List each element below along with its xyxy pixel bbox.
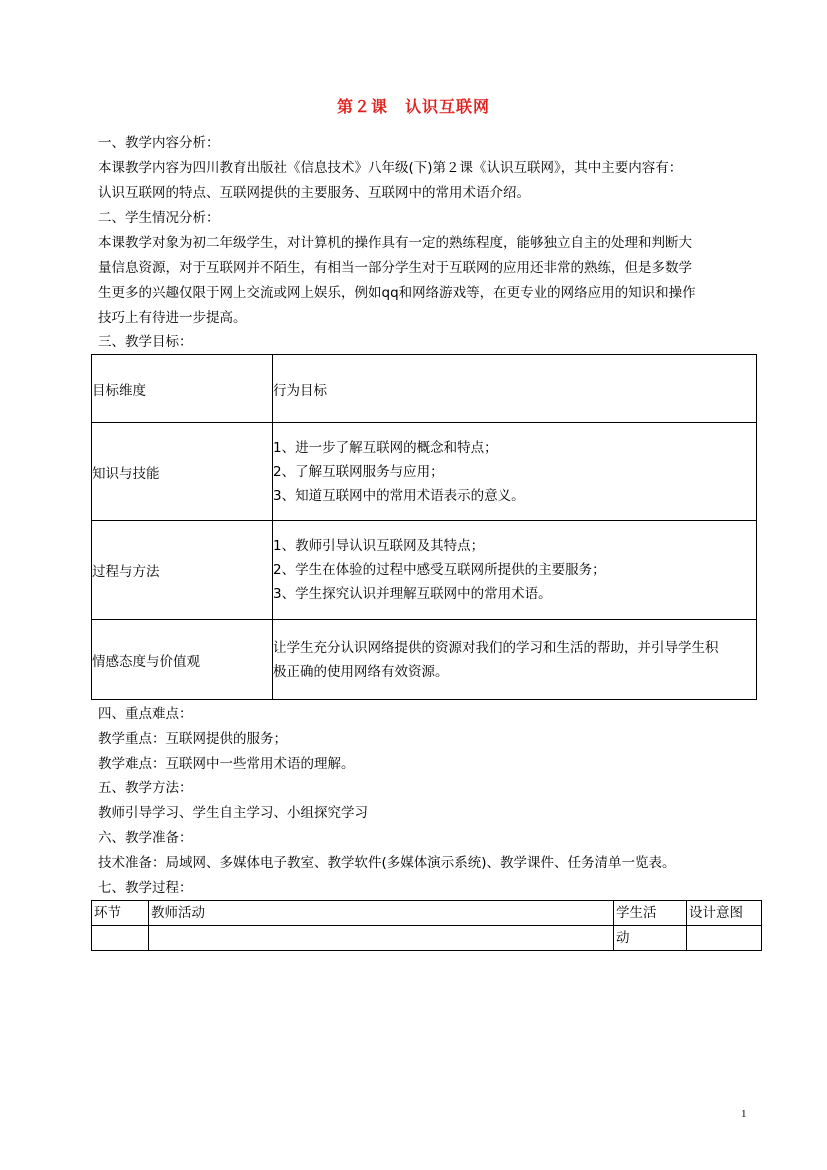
goal-item: 极正确的使用网络有效资源。 [273, 663, 449, 680]
table-cell: 教师活动 [149, 901, 614, 926]
table-cell: 过程与方法 [92, 521, 273, 620]
page-title: 第２课 认识互联网 [336, 97, 490, 116]
table-cell [273, 423, 757, 521]
goal-item: 2、学生在体验的过程中感受互联网所提供的主要服务； [273, 562, 606, 578]
section-heading-students: 二、学生情况分析： [98, 210, 220, 226]
table-row [92, 901, 762, 926]
table-cell [687, 926, 762, 951]
section-heading-methods: 五、教学方法： [98, 780, 193, 796]
paragraph: 量信息资源，对于互联网并不陌生，有相当一部分学生对于互联网的应用还非常的熟练，但是多数学 [98, 260, 692, 276]
paragraph: 技术准备：局域网、多媒体电子教室、教学软件(多媒体演示系统)、教学课件、任务清单一览表。 [98, 855, 676, 871]
process-table [91, 900, 762, 951]
table-row [92, 423, 757, 521]
goal-item: 3、学生探究认识并理解互联网中的常用术语。 [273, 586, 552, 602]
table-row [92, 620, 757, 700]
section-heading-content: 一、教学内容分析： [98, 135, 220, 151]
paragraph: 本课教学内容为四川教育出版社《信息技术》八年级(下)第２课《认识互联网》，其中主要内容有： [98, 160, 683, 176]
table-cell: 动 [614, 926, 687, 951]
goal-item: 让学生充分认识网络提供的资源对我们的学习和生活的帮助，并引导学生积 [273, 639, 719, 656]
goal-item: 1、进一步了解互联网的概念和特点； [273, 439, 498, 456]
goals-table [91, 354, 757, 700]
table-cell [273, 521, 757, 620]
table-cell: 行为目标 [273, 355, 757, 423]
goal-item: 3、知道互联网中的常用术语表示的意义。 [273, 487, 525, 504]
paragraph: 教学难点：互联网中一些常用术语的理解。 [98, 756, 355, 772]
section-heading-goals: 三、教学目标： [98, 334, 193, 350]
table-row [92, 926, 762, 951]
table-cell: 目标维度 [92, 355, 273, 423]
table-cell [92, 926, 149, 951]
table-cell: 知识与技能 [92, 423, 273, 521]
table-cell: 设计意图 [687, 901, 762, 926]
paragraph: 教师引导学习、学生自主学习、小组探究学习 [98, 805, 368, 821]
section-heading-preparation: 六、教学准备： [98, 830, 193, 846]
paragraph: 生更多的兴趣仅限于网上交流或网上娱乐，例如qq和网络游戏等，在更专业的网络应用的知识和操作 [98, 285, 696, 301]
table-cell [149, 926, 614, 951]
goal-item: 2、了解互联网服务与应用； [273, 463, 444, 480]
table-cell: 情感态度与价值观 [92, 620, 273, 700]
page-number: 1 [741, 1108, 747, 1120]
paragraph: 教学重点：互联网提供的服务； [98, 731, 287, 747]
paragraph: 技巧上有待进一步提高。 [98, 310, 247, 326]
table-cell: 学生活 [614, 901, 687, 926]
table-cell: 环节 [92, 901, 149, 926]
table-row [92, 355, 757, 423]
section-heading-key-points: 四、重点难点： [98, 706, 193, 722]
table-cell [273, 620, 757, 700]
section-heading-process: 七、教学过程： [98, 880, 193, 896]
paragraph: 本课教学对象为初二年级学生，对计算机的操作具有一定的熟练程度，能够独立自主的处理和判断大 [98, 235, 692, 251]
paragraph: 认识互联网的特点、互联网提供的主要服务、互联网中的常用术语介绍。 [98, 185, 530, 201]
table-row [92, 521, 757, 620]
goal-item: 1、教师引导认识互联网及其特点； [273, 538, 485, 554]
